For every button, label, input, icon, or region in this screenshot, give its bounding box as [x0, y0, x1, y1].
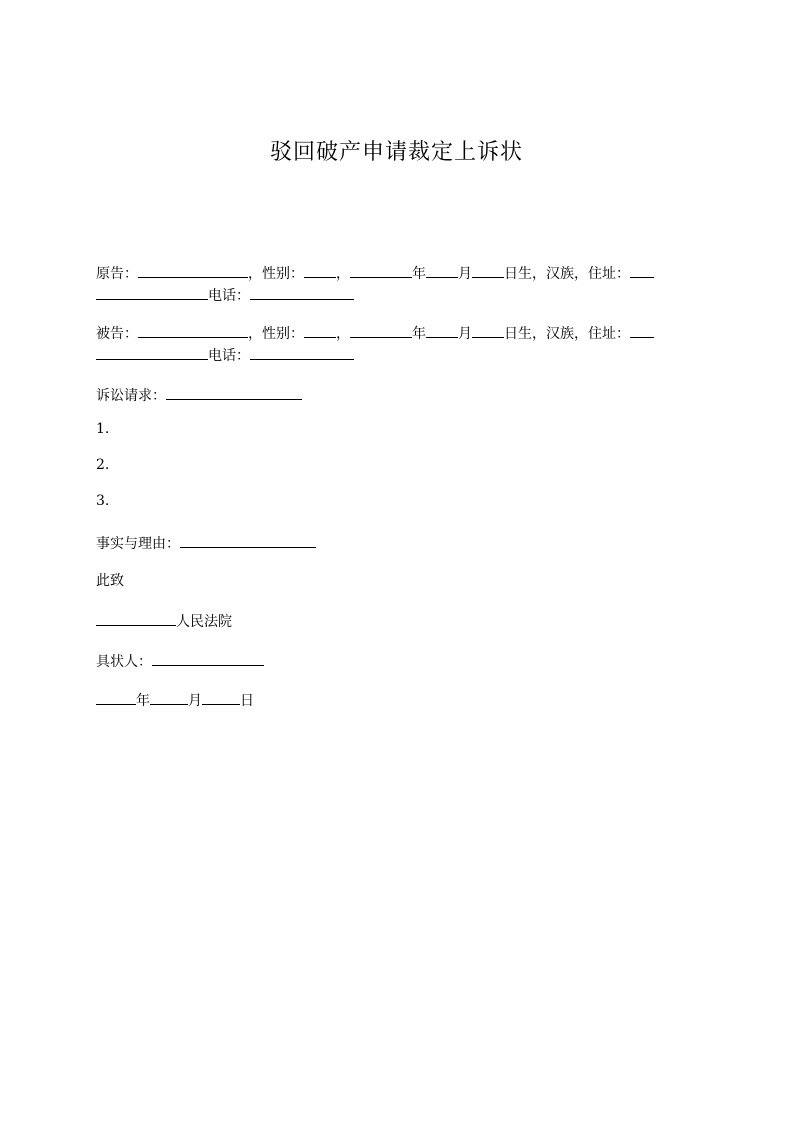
plaintiff-year-blank: [350, 262, 412, 278]
claims-line: [96, 384, 302, 406]
defendant-month-blank: [426, 322, 458, 338]
date-day-blank: [202, 689, 240, 705]
plaintiff-label: 原告：: [96, 266, 138, 282]
signer-label: 具状人：: [96, 654, 152, 670]
signer-blank: [152, 650, 264, 666]
plaintiff-name-blank: [138, 262, 248, 278]
claims-blank: [166, 384, 302, 400]
document-title: 驳回破产申请裁定上诉状: [269, 140, 523, 165]
defendant-day-blank: [472, 322, 504, 338]
facts-label: 事实与理由：: [96, 536, 180, 552]
defendant-gender-blank: [304, 322, 336, 338]
plaintiff-gender-blank: [304, 262, 336, 278]
defendant-name-blank: [138, 322, 248, 338]
plaintiff-month-blank: [426, 262, 458, 278]
date-year-blank: [96, 689, 136, 705]
court-suffix: 人民法院: [176, 614, 232, 630]
defendant-line-1: 被告： ，性别： ， 年 月 日生，汉族，住址：: [96, 322, 654, 344]
plaintiff-phone-blank: [250, 284, 354, 300]
defendant-phone-label: 电话：: [208, 348, 250, 364]
plaintiff-phone-label: 电话：: [208, 288, 250, 304]
plaintiff-address-blank-2: [96, 284, 208, 300]
salutation: 此致: [96, 573, 124, 589]
plaintiff-line-1: 原告： ，性别： ， 年 月 日生，汉族，住址：: [96, 262, 654, 284]
date-line: 年 月 日: [96, 689, 254, 711]
signer-line: [96, 650, 264, 672]
defendant-phone-blank: [250, 344, 354, 360]
defendant-gender-label: 性别：: [262, 326, 304, 342]
defendant-year-blank: [350, 322, 412, 338]
court-line: [96, 610, 232, 632]
court-name-blank: [96, 610, 176, 626]
claim-item-1: 1.: [96, 421, 110, 437]
plaintiff-day-blank: [472, 262, 504, 278]
plaintiff-line-2: [96, 284, 354, 306]
defendant-label: 被告：: [96, 326, 138, 342]
plaintiff-address-blank: [630, 262, 654, 278]
claim-item-2: 2.: [96, 457, 110, 473]
date-month-blank: [150, 689, 188, 705]
facts-blank: [180, 532, 316, 548]
claims-label: 诉讼请求：: [96, 388, 166, 404]
facts-line: [96, 532, 316, 554]
claim-item-3: 3.: [96, 493, 110, 509]
defendant-address-blank: [630, 322, 654, 338]
defendant-address-blank-2: [96, 344, 208, 360]
defendant-line-2: [96, 344, 354, 366]
plaintiff-gender-label: 性别：: [262, 266, 304, 282]
